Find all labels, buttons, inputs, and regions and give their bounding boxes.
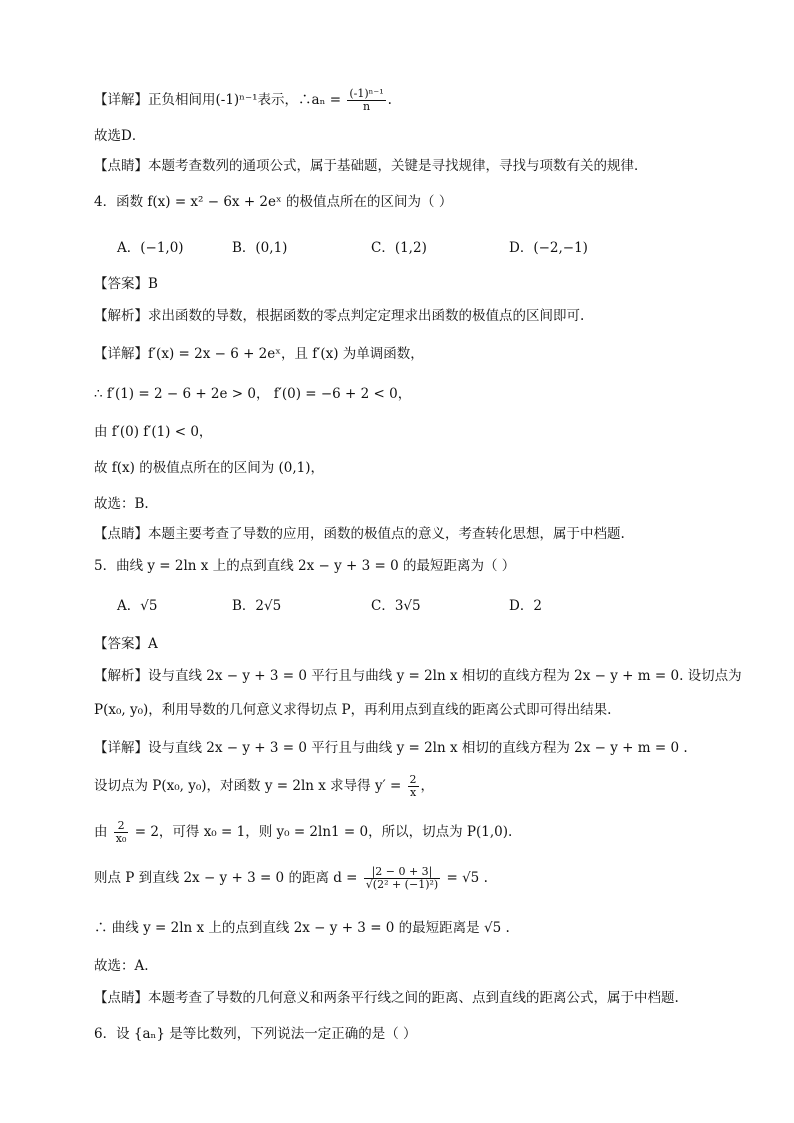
q3-choice: 故选D．	[94, 128, 146, 144]
q4-comment	[94, 524, 714, 544]
q4-option-b: B．(0,1)	[232, 240, 288, 256]
q4-option-a: A．(−1,0)	[117, 240, 184, 256]
slope-fraction	[114, 820, 129, 845]
q5-answer-value: A	[148, 636, 158, 652]
q4-detail-3: 由 f′(0) f′(1) < 0，	[94, 424, 213, 440]
q4-detail-4: 故 f(x) 的极值点所在的区间为 (0,1)，	[94, 460, 325, 476]
q5-analysis-1	[94, 666, 742, 686]
detail-label: 【详解】	[94, 346, 148, 362]
q4-comment-text: 本题主要考查了导数的应用，函数的极值点的意义，考查转化思想，属于中档题.	[148, 526, 625, 542]
q4-answer	[94, 274, 714, 294]
q4-option-d: D．(−2,−1)	[509, 240, 588, 256]
q5-choice: 故选：A.	[94, 958, 149, 974]
analysis-label: 【解析】	[94, 308, 148, 324]
q5-detail-2	[94, 774, 714, 799]
answer-label: 【答案】	[94, 276, 148, 292]
q3-detail-line	[94, 88, 714, 113]
q5-detail-4b: = √5 .	[442, 870, 488, 886]
q3-detail-text: 正负相间用(-1)ⁿ⁻¹表示，∴aₙ =	[148, 92, 346, 108]
q4-detail-2: ∴ f′(1) = 2 − 6 + 2e > 0， f′(0) = −6 + 2 < 0，	[94, 386, 412, 402]
q5-option-c: C．3√5	[371, 598, 421, 614]
q3-detail-end: .	[387, 92, 392, 108]
analysis-label: 【解析】	[94, 668, 148, 684]
q4-answer-value: B	[148, 276, 158, 292]
detail-label: 【详解】	[94, 92, 148, 108]
q4-detail-1-text: f′(x) = 2x − 6 + 2eˣ，且 f′(x) 为单调函数，	[148, 346, 424, 362]
frac-numerator: (-1)ⁿ⁻¹	[349, 87, 384, 100]
q5-answer	[94, 634, 714, 654]
detail-label: 【详解】	[94, 740, 148, 756]
q5-detail-2b: ，	[420, 778, 435, 794]
q5-detail-4	[94, 866, 714, 891]
distance-fraction	[364, 866, 440, 891]
q3-fraction	[347, 88, 385, 113]
q3-comment-text: 本题考查数列的通项公式，属于基础题，关键是寻找规律，寻找与项数有关的规律．	[148, 158, 648, 174]
frac-numerator: |2 − 0 + 3|	[364, 866, 440, 879]
comment-label: 【点睛】	[94, 158, 148, 174]
q4-analysis	[94, 306, 714, 326]
q5-analysis-1-text: 设与直线 2x − y + 3 = 0 平行且与曲线 y = 2ln x 相切的直线方程为 2x − y + m = 0. 设切点为	[148, 668, 742, 684]
q4-detail-1	[94, 344, 714, 364]
q5-option-d: D．2	[509, 598, 542, 614]
q5-detail-3b: = 2，可得 x₀ = 1，则 y₀ = 2ln1 = 0，所以，切点为 P(1,0).	[130, 824, 513, 840]
q5-detail-1-text: 设与直线 2x − y + 3 = 0 平行且与曲线 y = 2ln x 相切的直线方程为 2x − y + m = 0 .	[148, 740, 688, 756]
q5-analysis-2: P(x₀, y₀)，利用导数的几何意义求得切点 P，再利用点到直线的距离公式即可得出结果.	[94, 702, 612, 718]
q5-detail-5: ∴ 曲线 y = 2ln x 上的点到直线 2x − y + 3 = 0 的最短距离是 √5 .	[94, 920, 510, 936]
q4-stem: 4．函数 f(x) = x² − 6x + 2eˣ 的极值点所在的区间为（ ）	[94, 194, 453, 210]
q4-option-c: C．(1,2)	[371, 240, 427, 256]
q4-choice: 故选：B.	[94, 496, 149, 512]
q5-stem: 5．曲线 y = 2ln x 上的点到直线 2x − y + 3 = 0 的最短距离为（ ）	[94, 558, 516, 574]
comment-label: 【点睛】	[94, 990, 148, 1006]
answer-label: 【答案】	[94, 636, 148, 652]
q5-detail-2a: 设切点为 P(x₀, y₀)，对函数 y = 2ln x 求导得 y′ =	[94, 778, 406, 794]
frac-numerator: 2	[409, 773, 417, 786]
frac-denominator: √(2² + (−1)²)	[365, 878, 439, 891]
q5-detail-4a: 则点 P 到直线 2x − y + 3 = 0 的距离 d =	[94, 870, 362, 886]
q5-comment-text: 本题考查了导数的几何意义和两条平行线之间的距离、点到直线的距离公式，属于中档题.	[148, 990, 679, 1006]
frac-denominator: n	[362, 100, 371, 113]
q4-analysis-text: 求出函数的导数，根据函数的零点判定定理求出函数的极值点的区间即可.	[148, 308, 585, 324]
frac-denominator: x₀	[115, 832, 127, 845]
q5-detail-3a: 由	[94, 824, 112, 840]
q5-detail-3	[94, 820, 714, 845]
q6-stem: 6．设 {aₙ} 是等比数列，下列说法一定正确的是（ ）	[94, 1026, 417, 1042]
comment-label: 【点睛】	[94, 526, 148, 542]
q5-option-b: B．2√5	[232, 598, 282, 614]
frac-numerator: 2	[114, 820, 129, 833]
q3-comment	[94, 156, 714, 176]
frac-denominator: x	[409, 786, 417, 799]
q5-detail-1	[94, 738, 714, 758]
q5-option-a: A．√5	[117, 598, 158, 614]
derivative-fraction	[408, 774, 419, 799]
q5-comment	[94, 988, 714, 1008]
